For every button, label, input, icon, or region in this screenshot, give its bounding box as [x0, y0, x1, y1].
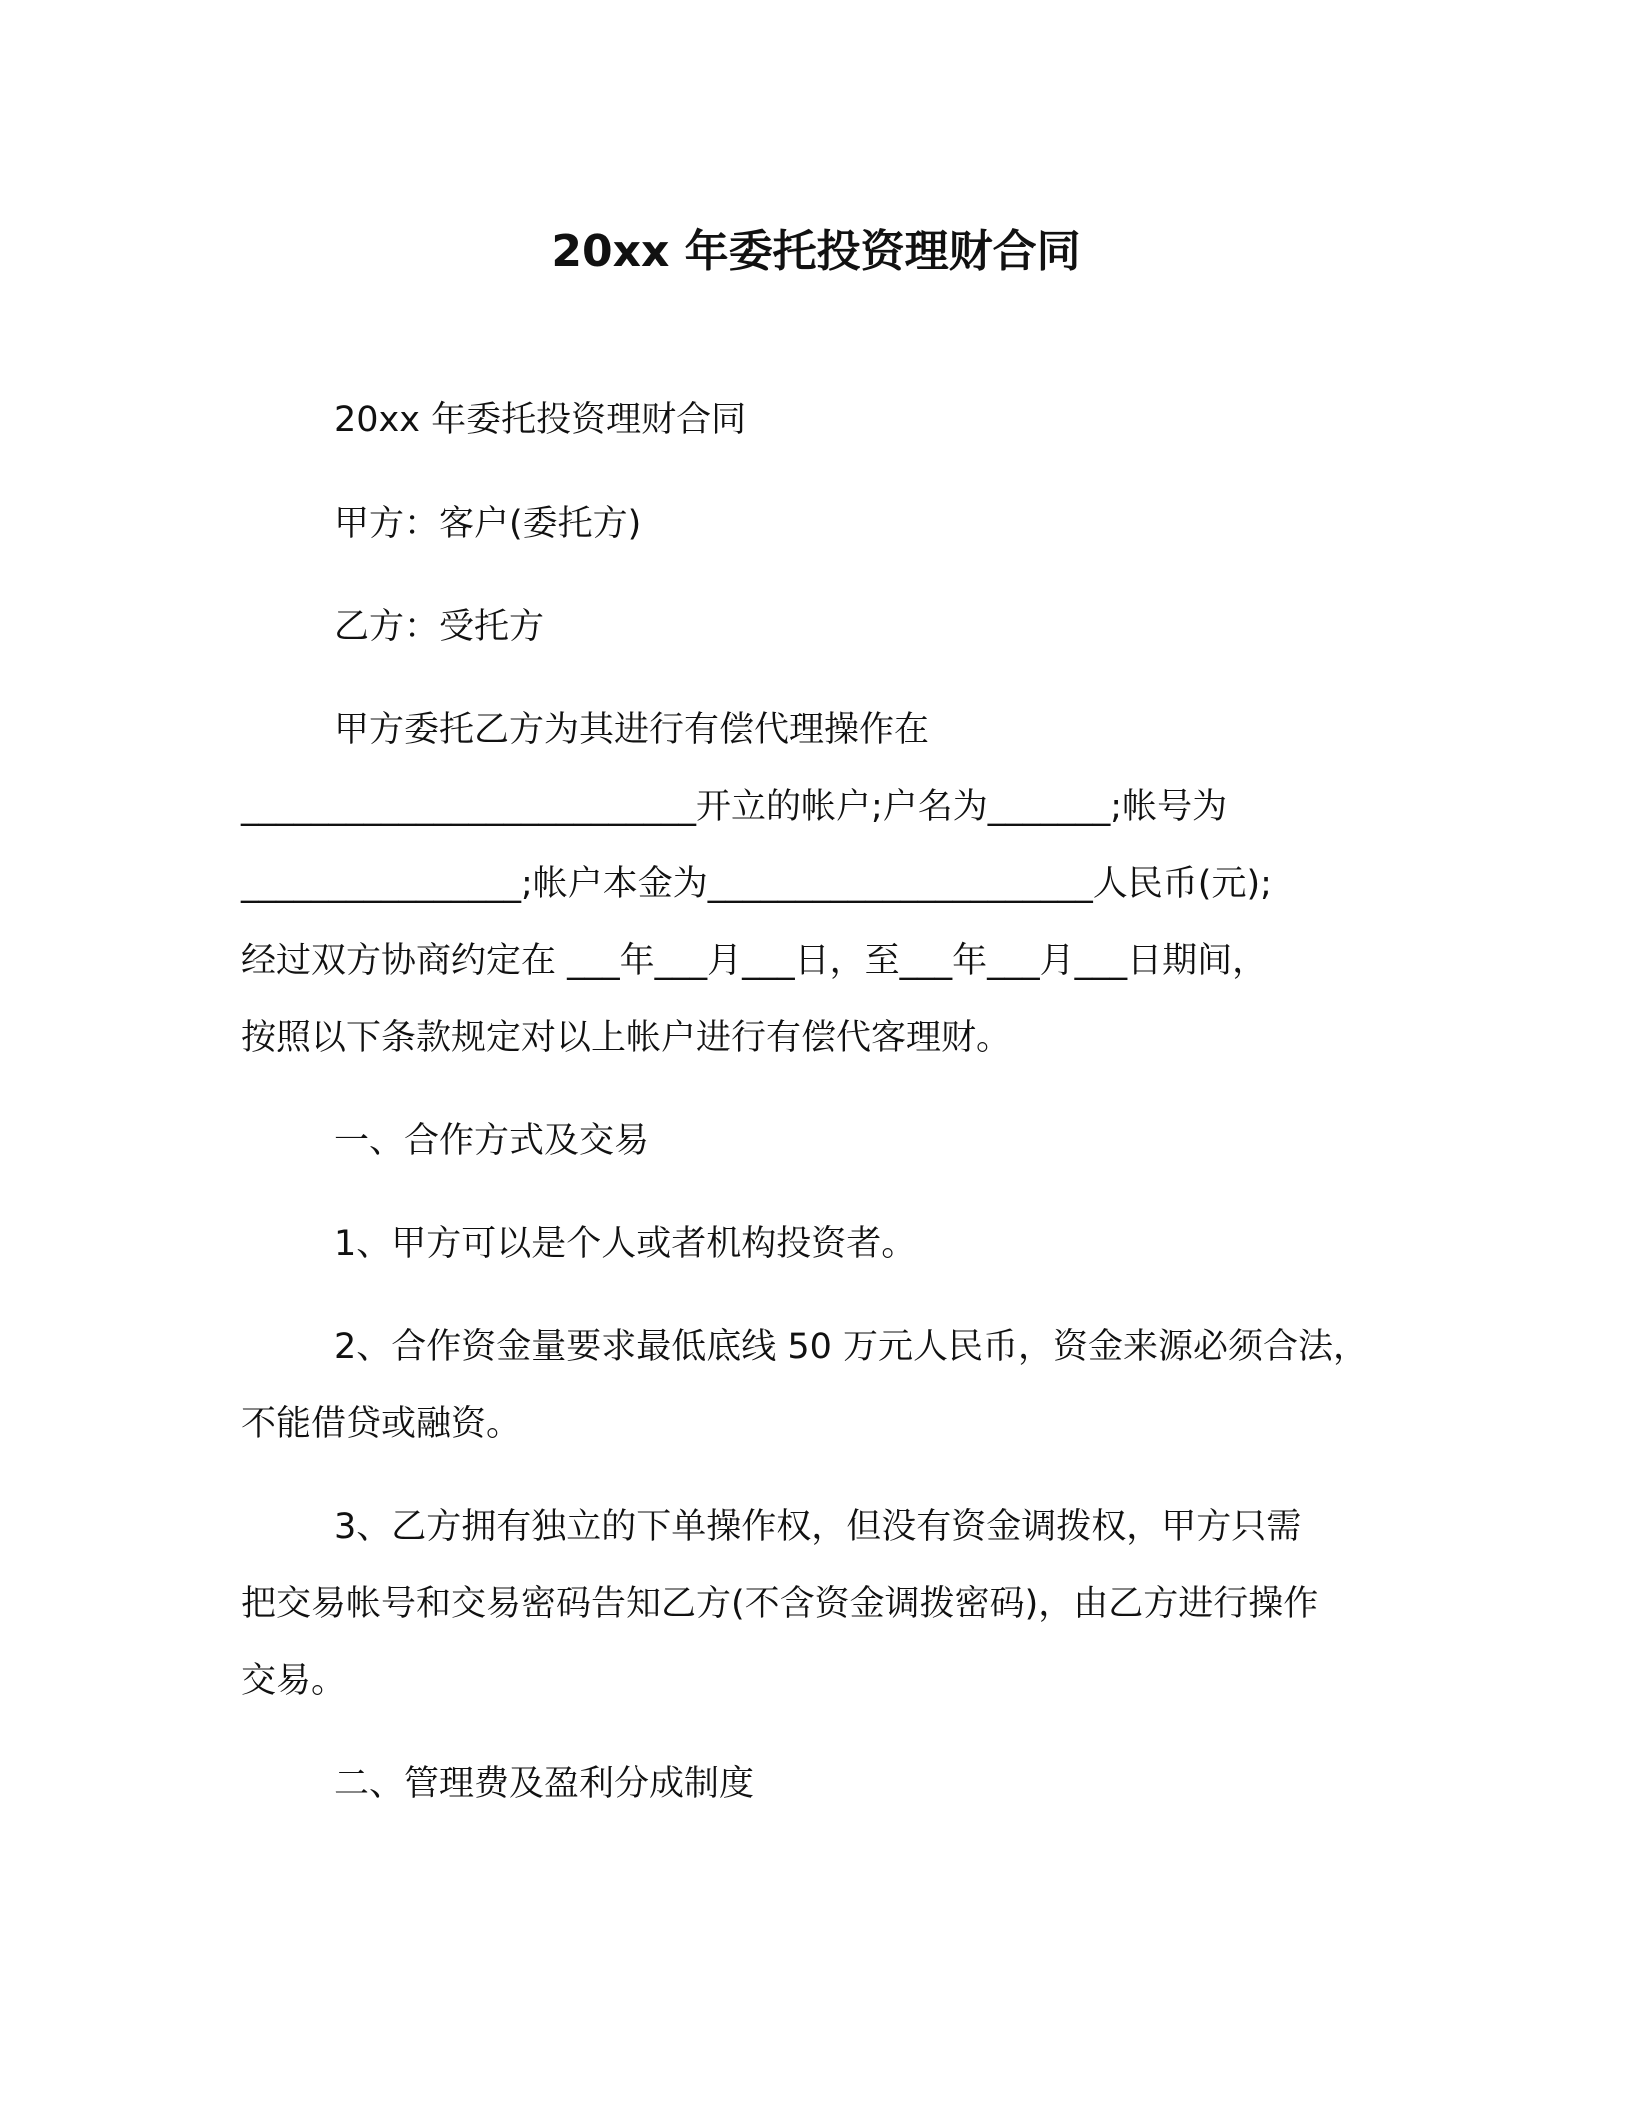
clause-3-line-2: 把交易帐号和交易密码告知乙方(不含资金调拨密码)，由乙方进行操作 [241, 1584, 1319, 1624]
intro-line-1: 甲方委托乙方为其进行有偿代理操作在 [334, 710, 930, 750]
intro-line-4: 经过双方协商约定在 ___年___月___日，至___年___月___日期间， [241, 941, 1268, 981]
clause-2-line-2: 不能借贷或融资。 [241, 1404, 522, 1444]
intro-line-3: ________________;帐户本金为______________________人民币(元); [241, 864, 1272, 904]
clause-1: 1、甲方可以是个人或者机构投资者。 [334, 1224, 917, 1264]
document-title: 20xx 年委托投资理财合同 [551, 226, 1081, 277]
intro-line-2: __________________________开立的帐户;户名为_______;帐号为 [241, 787, 1228, 827]
clause-3-line-3: 交易。 [241, 1661, 347, 1701]
party-a-line: 甲方：客户(委托方) [334, 504, 642, 544]
subtitle-line: 20xx 年委托投资理财合同 [334, 400, 747, 440]
clause-2-line-1: 2、合作资金量要求最低底线 50 万元人民币，资金来源必须合法， [334, 1327, 1369, 1367]
section-heading-1: 一、合作方式及交易 [334, 1121, 650, 1161]
clause-3-line-1: 3、乙方拥有独立的下单操作权，但没有资金调拨权，甲方只需 [334, 1507, 1302, 1547]
party-b-line: 乙方：受托方 [334, 607, 545, 647]
intro-line-5: 按照以下条款规定对以上帐户进行有偿代客理财。 [241, 1018, 1012, 1058]
section-heading-2: 二、管理费及盈利分成制度 [334, 1764, 755, 1804]
